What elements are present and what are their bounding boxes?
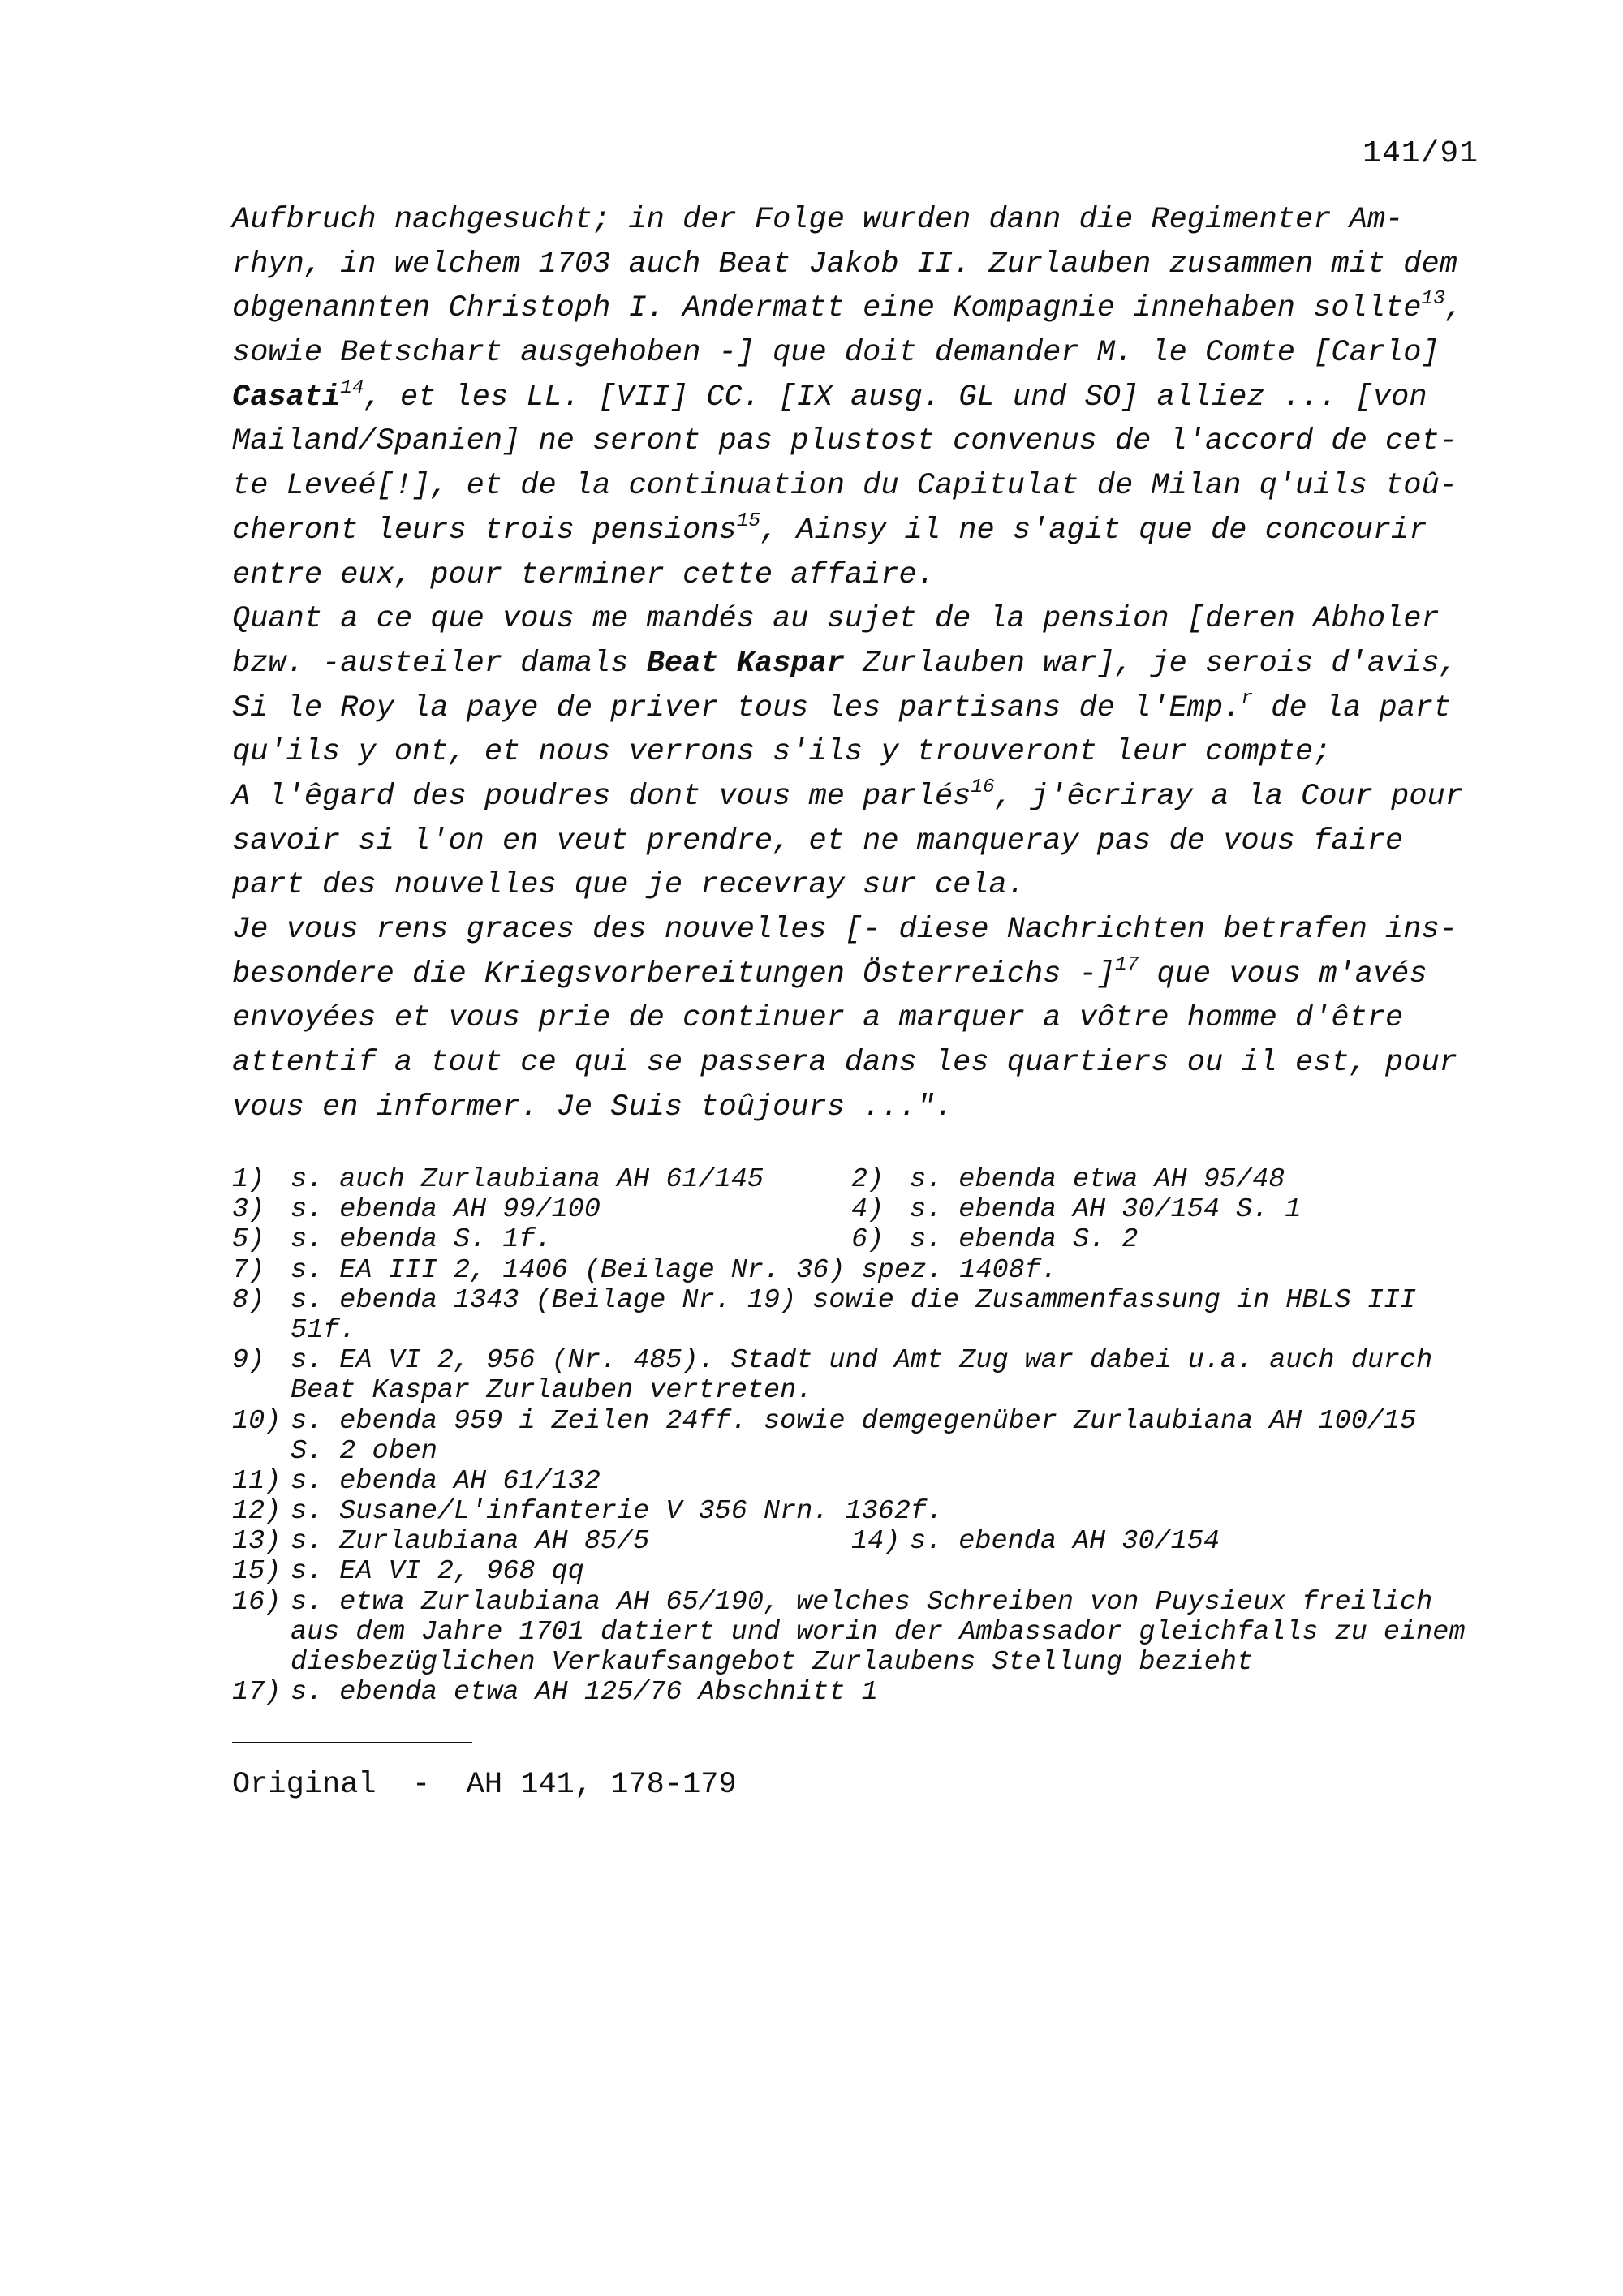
footnote-ref: 16 (971, 776, 995, 798)
footnote-ref: 13 (1421, 288, 1445, 311)
source-reference: Original - AH 141, 178-179 (232, 1768, 737, 1802)
body-line: te Leveé[!], et de la continuation du Capitulat de Milan q'uils toû- (232, 469, 1457, 504)
body-line: sowie Betschart ausgehoben -] que doit demander M. le Comte [Carlo] (232, 336, 1440, 371)
footnote-text: s. ebenda S. 2 (910, 1224, 1139, 1256)
body-line: rhyn, in welchem 1703 auch Beat Jakob II. Zurlauben zusammen mit dem (232, 247, 1457, 282)
footnote-row (232, 1195, 1514, 1225)
separator-rule (232, 1742, 472, 1743)
page-number: 141/91 (1363, 136, 1479, 171)
footnote-number: 13) (232, 1526, 282, 1558)
footnote (232, 1678, 878, 1708)
bold-name: Casati (232, 380, 341, 415)
body-line: Je vous rens graces des nouvelles [- diese Nachrichten betrafen ins- (232, 913, 1457, 947)
footnote (232, 1346, 1432, 1406)
footnote-number: 11) (232, 1465, 282, 1497)
footnote (232, 1407, 1416, 1467)
body-line: savoir si l'on en veut prendre, et ne manqueray pas de vous faire (232, 823, 1404, 858)
body-text: cheront leurs trois pensions (232, 513, 737, 548)
footnote (232, 1286, 1416, 1346)
body-line (232, 642, 1498, 686)
footnote-text: s. auch Zurlaubiana AH 61/145 (291, 1164, 764, 1195)
letter-body (232, 198, 1498, 1129)
body-text: bzw. -austeiler damals (232, 646, 647, 681)
footnote-row (232, 1225, 1514, 1255)
footnote-number: 12) (232, 1496, 282, 1528)
footnote-text: s. ebenda AH 99/100 (291, 1194, 601, 1226)
superscript: r (1241, 687, 1254, 710)
footnotes-section (232, 1165, 1514, 1708)
footnote-row (232, 1467, 1514, 1497)
footnote-text: s. ebenda etwa AH 95/48 (910, 1164, 1285, 1195)
footnote-number: 16) (232, 1586, 282, 1618)
body-line: entre eux, pour terminer cette affaire. (232, 557, 935, 592)
footnote (851, 1225, 1138, 1255)
footnote-number: 4) (851, 1194, 885, 1226)
footnote (232, 1195, 851, 1225)
footnote-row (232, 1588, 1514, 1679)
body-line (232, 775, 1498, 819)
footnote-text: s. EA VI 2, 968 qq (291, 1556, 584, 1588)
footnote-number: 5) (232, 1224, 265, 1256)
body-line: Quant a ce que vous me mandés au sujet de la pension [deren Abholer (232, 602, 1440, 637)
footnote-text: s. ebenda 1343 (Beilage Nr. 19) sowie die Zusammenfassung in HBLS III 51f. (291, 1284, 1417, 1346)
body-text: , Ainsy il ne s'agit que de concourir (760, 513, 1427, 548)
footnote-text: s. EA VI 2, 956 (Nr. 485). Stadt und Amt Zug war dabei u.a. auch durch Beat Kaspar Zurlauben vertreten. (291, 1345, 1433, 1407)
body-text: que vous m'avés (1139, 957, 1427, 991)
footnote-row (232, 1286, 1514, 1346)
footnote-row (232, 1557, 1514, 1587)
body-text: Zurlauben war], je serois d'avis, (844, 646, 1457, 681)
footnote-text: s. etwa Zurlaubiana AH 65/190, welches Schreiben von Puysieux freilich aus dem Jahre 1701 datiert und worin der Ambassador gleichfalls zu einem diesbezüglichen Verkaufsangebot Zurlaubens Stellung bezieht (291, 1586, 1466, 1679)
footnote-text: s. Zurlaubiana AH 85/5 (291, 1526, 650, 1558)
footnote (232, 1497, 943, 1527)
body-text: de la part (1253, 690, 1452, 725)
body-line (232, 952, 1498, 997)
footnote-row (232, 1497, 1514, 1527)
footnote-text: s. ebenda AH 30/154 (910, 1526, 1220, 1558)
footnote-number: 2) (851, 1164, 885, 1195)
footnote-text: s. ebenda AH 30/154 S. 1 (910, 1194, 1302, 1226)
body-text: A l'êgard des poudres dont vous me parlés (232, 779, 971, 814)
footnote (851, 1195, 1301, 1225)
body-line: qu'ils y ont, et nous verrons s'ils y trouveront leur compte; (232, 735, 1332, 770)
footnote-row (232, 1678, 1514, 1708)
footnote-number: 9) (232, 1345, 265, 1377)
footnote-number: 14) (851, 1526, 901, 1558)
footnote-text: s. EA III 2, 1406 (Beilage Nr. 36) spez. 1408f. (291, 1254, 1057, 1286)
body-line (232, 509, 1498, 553)
footnote-number: 3) (232, 1194, 265, 1226)
footnote-row (232, 1527, 1514, 1557)
footnote-number: 1) (232, 1164, 265, 1195)
body-text: besondere die Kriegsvorbereitungen Österreichs -] (232, 957, 1115, 991)
bold-name: Beat Kaspar (646, 646, 845, 681)
body-line (232, 286, 1498, 331)
footnote (232, 1256, 1057, 1286)
footnote-ref: 17 (1114, 953, 1139, 976)
body-line (232, 686, 1498, 731)
body-text: , j'êcriray a la Cour pour (994, 779, 1463, 814)
footnote-row (232, 1165, 1514, 1195)
footnote-number: 15) (232, 1556, 282, 1588)
footnote-row (232, 1407, 1514, 1467)
body-text: , (1444, 291, 1463, 326)
footnote-number: 6) (851, 1224, 885, 1256)
body-text: obgenannten Christoph I. Andermatt eine Kompagnie innehaben sollte (232, 291, 1422, 326)
footnote-row (232, 1256, 1514, 1286)
footnote (232, 1165, 851, 1195)
body-line: Mailand/Spanien] ne seront pas plustost convenus de l'accord de cet- (232, 424, 1457, 459)
footnote-text: s. ebenda 959 i Zeilen 24ff. sowie demgegenüber Zurlaubiana AH 100/15 S. 2 oben (291, 1405, 1417, 1467)
body-line: Aufbruch nachgesucht; in der Folge wurden dann die Regimenter Am- (232, 203, 1404, 237)
footnote-number: 17) (232, 1677, 282, 1709)
body-line: attentif a tout ce qui se passera dans les quartiers ou il est, pour (232, 1046, 1457, 1081)
footnote-ref: 15 (736, 510, 760, 532)
footnote-row (232, 1346, 1514, 1406)
body-line: part des nouvelles que je recevray sur cela. (232, 868, 1025, 903)
footnote (232, 1588, 1465, 1679)
footnote (232, 1467, 601, 1497)
footnote-text: s. Susane/L'infanterie V 356 Nrn. 1362f. (291, 1496, 944, 1528)
footnote-text: s. ebenda etwa AH 125/76 Abschnitt 1 (291, 1677, 878, 1709)
body-text: Si le Roy la paye de priver tous les partisans de l'Emp. (232, 690, 1242, 725)
footnote (232, 1527, 851, 1557)
footnote (232, 1225, 851, 1255)
footnote-number: 8) (232, 1284, 265, 1316)
footnote-ref: 14 (340, 376, 364, 399)
footnote-text: s. ebenda AH 61/132 (291, 1465, 601, 1497)
footnote-text: s. ebenda S. 1f. (291, 1224, 552, 1256)
body-text: , et les LL. [VII] CC. [IX ausg. GL und SO] alliez ... [von (364, 380, 1427, 415)
body-line: envoyées et vous prie de continuer a marquer a vôtre homme d'être (232, 1001, 1404, 1036)
footnote (851, 1527, 1220, 1557)
footnote-number: 7) (232, 1254, 265, 1286)
footnote-number: 10) (232, 1405, 282, 1437)
footnote (851, 1165, 1285, 1195)
body-line (232, 376, 1498, 420)
body-line: vous en informer. Je Suis toûjours ...". (232, 1090, 954, 1124)
footnote (232, 1557, 584, 1587)
